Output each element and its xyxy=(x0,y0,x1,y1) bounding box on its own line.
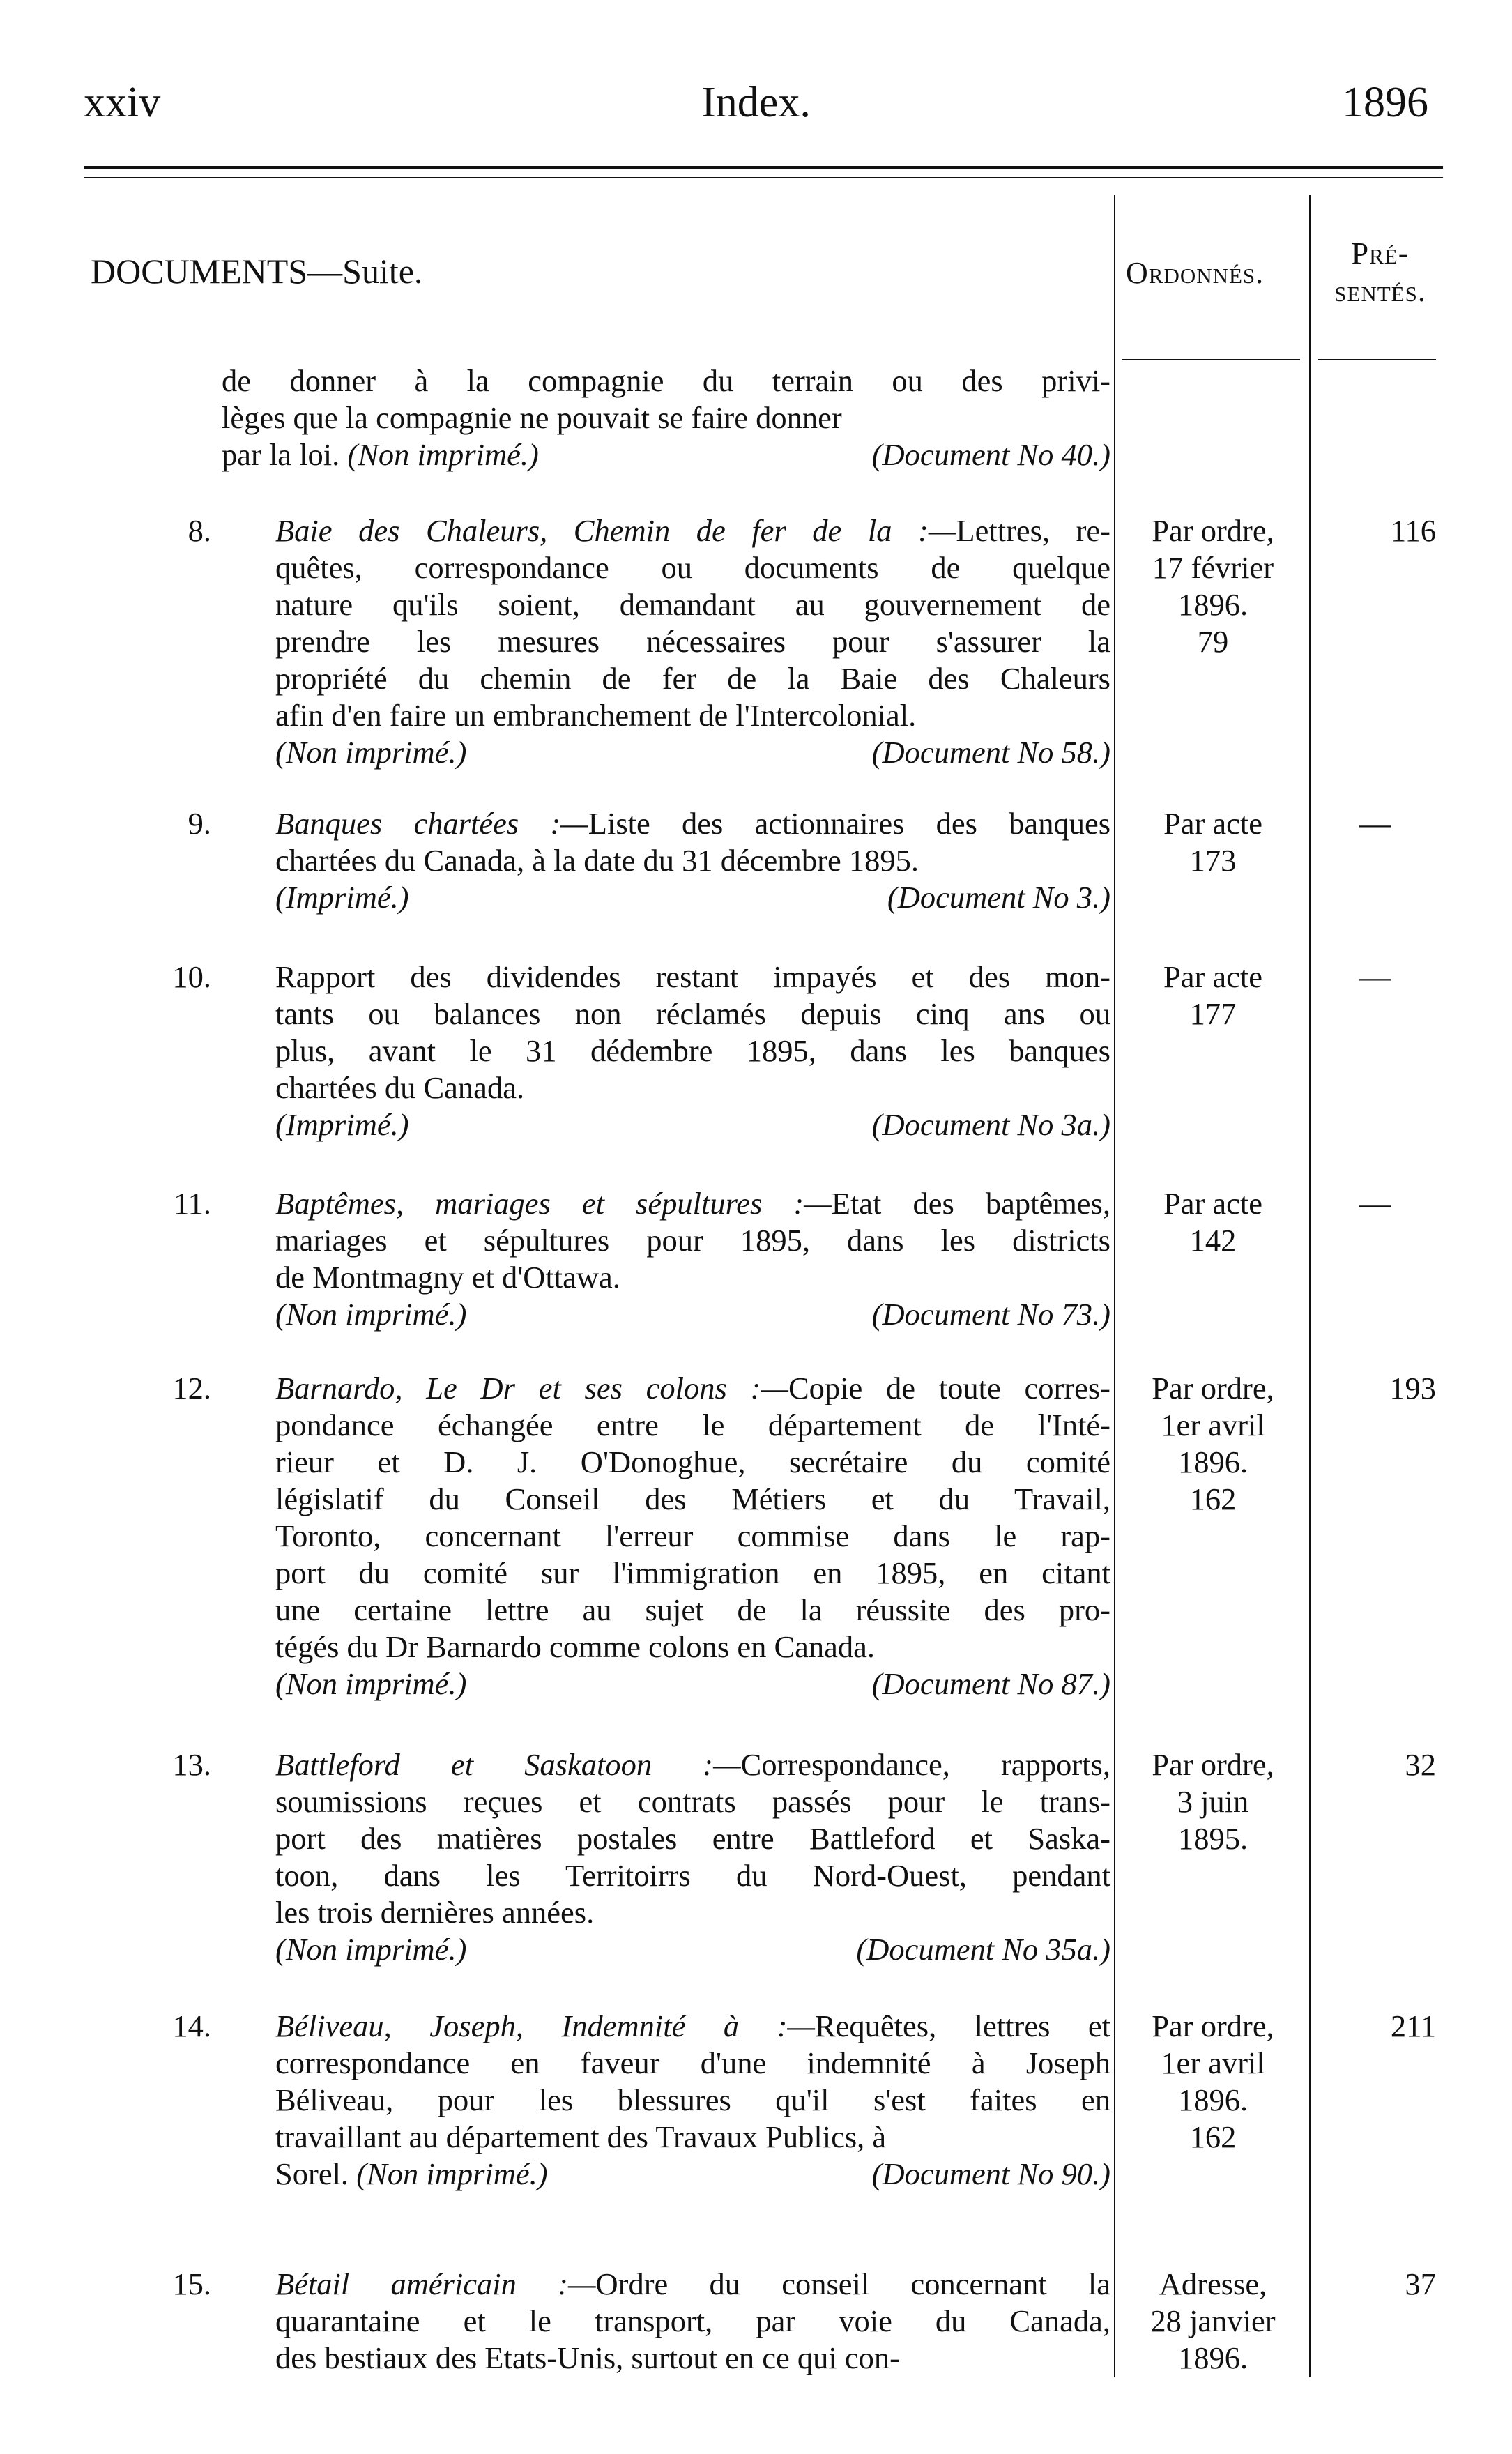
entry-reference-left xyxy=(275,1666,466,1702)
entry-reference xyxy=(275,1931,1110,1968)
entry-line xyxy=(275,959,1110,996)
section-title: DOCUMENTS—Suite. xyxy=(91,252,423,291)
document-number: (Document No 90.) xyxy=(871,2156,1110,2191)
entry-text: chartées du Canada. xyxy=(275,1070,525,1105)
ordered-by xyxy=(1115,1746,1311,1857)
entry-text: Etat des baptêmes, xyxy=(831,1186,1111,1221)
entry-description xyxy=(275,1746,1110,1968)
document-number: (Document No 3a.) xyxy=(871,1107,1110,1142)
presented-header-underline xyxy=(1318,359,1436,360)
entry-line xyxy=(275,2266,1110,2303)
entry-text: une certaine lettre au sujet de la réussite des pro- xyxy=(275,1592,1110,1627)
entry-line xyxy=(275,1259,1110,1296)
entry-text: Liste des actionnaires des banques xyxy=(588,806,1111,841)
running-title: Index. xyxy=(701,79,811,126)
presented-value: 32 xyxy=(1405,1747,1436,1782)
entry-text: législatif du Conseil des Métiers et du Travail, xyxy=(275,1481,1110,1516)
presented-value: 116 xyxy=(1390,513,1436,548)
ordered-by xyxy=(1115,2266,1311,2377)
entry-title: Battleford et Saskatoon :— xyxy=(275,1747,741,1782)
print-status: (Non imprimé.) xyxy=(356,2156,548,2191)
header-rule-thick xyxy=(84,166,1443,169)
entry-line xyxy=(275,660,1110,697)
entry-text: propriété du chemin de fer de la Baie des Chaleurs xyxy=(275,661,1110,696)
entry-reference-left xyxy=(275,2156,548,2193)
page-number: xxiv xyxy=(84,79,161,126)
presented-value: — xyxy=(1359,806,1391,841)
ordered-line: Par ordre, xyxy=(1152,1371,1274,1405)
entry-line xyxy=(275,512,1110,549)
year-header: 1896 xyxy=(1342,79,1428,126)
entry-text: port des matières postales entre Battleford et Saska- xyxy=(275,1821,1110,1856)
entry-description xyxy=(275,1370,1110,1702)
entry-text: toon, dans les Territoirrs du Nord-Ouest, pendant xyxy=(275,1858,1110,1893)
entry-text: Correspondance, rapports, xyxy=(740,1747,1110,1782)
entry-line xyxy=(275,1746,1110,1783)
presented-value: — xyxy=(1359,1186,1391,1221)
ordered-line: Par ordre, xyxy=(1152,1747,1274,1782)
ordered-by xyxy=(1115,805,1311,879)
entry-number: 11. xyxy=(174,1186,211,1221)
print-status: (Non imprimé.) xyxy=(275,735,467,770)
entry-number: 9. xyxy=(188,806,211,841)
entry-reference xyxy=(275,1106,1110,1143)
entry-description xyxy=(275,2008,1110,2193)
entry-line xyxy=(275,842,1110,879)
ordered-by xyxy=(1115,1370,1311,1518)
entry-line xyxy=(275,1857,1110,1894)
print-status: (Imprimé.) xyxy=(275,880,409,915)
entry-text: de Montmagny et d'Ottawa. xyxy=(275,1260,620,1295)
entry-line xyxy=(275,549,1110,586)
ordered-by xyxy=(1115,1185,1311,1259)
entry-number: 13. xyxy=(172,1747,211,1782)
ordered-line: 28 janvier xyxy=(1150,2303,1276,2338)
ordered-line: 162 xyxy=(1189,1481,1237,1516)
entry-description xyxy=(275,1185,1110,1333)
ordered-line: Par acte xyxy=(1163,959,1263,994)
entry-text: afin d'en faire un embranchement de l'Intercolonial. xyxy=(275,698,917,733)
ordered-line: Par ordre, xyxy=(1152,513,1274,548)
entry-description xyxy=(275,959,1110,1143)
entry-title: Bétail américain :— xyxy=(275,2266,596,2301)
document-number: (Document No 58.) xyxy=(871,735,1110,770)
entry-text: quarantaine et le transport, par voie du Canada, xyxy=(275,2303,1110,2338)
entry-line xyxy=(275,1820,1110,1857)
ordered-line: 177 xyxy=(1189,996,1237,1031)
ordered-line: 142 xyxy=(1189,1223,1237,1258)
entry-text: des bestiaux des Etats-Unis, surtout en ce qui con- xyxy=(275,2340,900,2375)
document-number: (Document No 73.) xyxy=(871,1297,1110,1332)
entry-reference-left xyxy=(275,1296,466,1333)
entry-line xyxy=(275,697,1110,734)
entry-reference xyxy=(275,879,1110,916)
entry-reference xyxy=(275,1666,1110,1702)
entry-line xyxy=(275,805,1110,842)
document-number: (Document No 87.) xyxy=(871,1666,1110,1701)
print-status: (Non imprimé.) xyxy=(275,1297,467,1332)
presented-column-header-2: sentés. xyxy=(1334,274,1426,308)
entry-line xyxy=(275,2340,1110,2377)
entry-number: 12. xyxy=(172,1371,211,1405)
ordered-line: 173 xyxy=(1189,843,1237,878)
document-number: (Document No 35a.) xyxy=(856,1932,1110,1967)
header-rule-thin xyxy=(84,177,1443,178)
document-number: (Document No 40.) xyxy=(871,437,1110,472)
entry-title: Béliveau, Joseph, Indemnité à :— xyxy=(275,2009,815,2043)
entry-text: rieur et D. J. O'Donoghue, secrétaire du comité xyxy=(275,1445,1110,1479)
entry-text: prendre les mesures nécessaires pour s'assurer la xyxy=(275,624,1110,659)
entry-title: Banques chartées :— xyxy=(275,806,588,841)
ordered-line: 1896. xyxy=(1177,1445,1248,1479)
entry-text: soumissions reçues et contrats passés pour le trans- xyxy=(275,1784,1110,1819)
entry-number: 10. xyxy=(172,959,211,994)
entry-line xyxy=(275,1629,1110,1666)
entry-text: Requêtes, lettres et xyxy=(814,2009,1110,2043)
entry-description xyxy=(275,512,1110,771)
entry-reference xyxy=(275,734,1110,771)
ordered-line: 1896. xyxy=(1177,2082,1248,2117)
entry-reference-left xyxy=(275,1106,409,1143)
presented-value: — xyxy=(1359,959,1391,994)
ordered-by xyxy=(1115,512,1311,660)
entry-text: Copie de toute corres- xyxy=(788,1371,1110,1405)
entry-title: Barnardo, Le Dr et ses colons :— xyxy=(275,1371,788,1405)
entry-line xyxy=(275,1032,1110,1069)
entry-number: 15. xyxy=(172,2266,211,2301)
entry-text: chartées du Canada, à la date du 31 décembre 1895. xyxy=(275,843,919,878)
entry-text: Rapport des dividendes restant impayés et des mon- xyxy=(275,959,1110,994)
entry-line xyxy=(275,1185,1110,1222)
ordered-by xyxy=(1115,959,1311,1032)
ordered-by xyxy=(1115,2008,1311,2156)
print-status: (Imprimé.) xyxy=(275,1107,409,1142)
ordered-line: 79 xyxy=(1197,624,1229,659)
entry-text: par la loi. xyxy=(222,437,348,472)
entry-text: tants ou balances non réclamés depuis cinq ans ou xyxy=(275,996,1110,1031)
entry-number: 8. xyxy=(188,513,211,548)
entry-description xyxy=(275,805,1110,916)
entry-text: lèges que la compagnie ne pouvait se faire donner xyxy=(222,400,842,435)
presented-value: 211 xyxy=(1390,2009,1436,2043)
entry-title: Baptêmes, mariages et sépultures :— xyxy=(275,1186,832,1221)
entry-line xyxy=(275,1069,1110,1106)
entry-text: tégés du Dr Barnardo comme colons en Canada. xyxy=(275,1629,876,1664)
print-status: (Non imprimé.) xyxy=(275,1666,467,1701)
entry-text: mariages et sépultures pour 1895, dans les districts xyxy=(275,1223,1110,1258)
ordered-line: 1er avril xyxy=(1161,1408,1265,1442)
ordered-header-underline xyxy=(1122,359,1300,360)
entry-text: de donner à la compagnie du terrain ou des privi- xyxy=(222,363,1110,398)
ordered-line: 162 xyxy=(1189,2119,1237,2154)
entry-reference-left xyxy=(275,1931,466,1968)
entry-reference xyxy=(275,2156,1110,2193)
entry-line xyxy=(275,2119,1110,2156)
entry-text: Sorel. xyxy=(275,2156,357,2191)
entry-line xyxy=(275,1592,1110,1629)
ordered-line: 17 février xyxy=(1152,550,1274,585)
document-number: (Document No 3.) xyxy=(887,880,1110,915)
entry-reference-left xyxy=(275,879,409,916)
entry-reference-left xyxy=(275,734,466,771)
entry-text: travaillant au département des Travaux Publics, à xyxy=(275,2119,887,2154)
entry-reference-left xyxy=(222,436,539,473)
entry-line xyxy=(275,1370,1110,1407)
entry-text: Ordre du conseil concernant la xyxy=(595,2266,1110,2301)
presented-column-header-1: Pré- xyxy=(1351,236,1410,270)
presented-value: 37 xyxy=(1405,2266,1436,2301)
entry-line xyxy=(275,2082,1110,2119)
entry-text: plus, avant le 31 dédembre 1895, dans les banques xyxy=(275,1033,1110,1068)
entry-line xyxy=(275,1444,1110,1481)
entry-title: Baie des Chaleurs, Chemin de fer de la :— xyxy=(275,513,956,548)
entry-line xyxy=(222,399,1110,436)
entry-line xyxy=(275,2045,1110,2082)
ordered-line: Adresse, xyxy=(1159,2266,1267,2301)
ordered-line: 1er avril xyxy=(1161,2045,1265,2080)
entry-line xyxy=(275,1481,1110,1518)
ordered-line: Par acte xyxy=(1163,806,1263,841)
entry-line xyxy=(275,1518,1110,1555)
entry-reference xyxy=(222,436,1110,473)
entry-description xyxy=(275,2266,1110,2377)
entry-description xyxy=(222,363,1110,473)
entry-reference xyxy=(275,1296,1110,1333)
entry-text: Lettres, re- xyxy=(956,513,1110,548)
entry-line xyxy=(222,363,1110,399)
entry-line xyxy=(275,2008,1110,2045)
entry-number: 14. xyxy=(172,2009,211,2043)
entry-line xyxy=(275,1894,1110,1931)
ordered-line: Par ordre, xyxy=(1152,2009,1274,2043)
entry-line xyxy=(275,1783,1110,1820)
print-status: (Non imprimé.) xyxy=(347,437,539,472)
print-status: (Non imprimé.) xyxy=(275,1932,467,1967)
presented-value: 193 xyxy=(1389,1371,1436,1405)
entry-text: Béliveau, pour les blessures qu'il s'est faites en xyxy=(275,2082,1110,2117)
entry-text: pondance échangée entre le département de l'Inté- xyxy=(275,1408,1110,1442)
entry-line xyxy=(275,586,1110,623)
entry-text: correspondance en faveur d'une indemnité à Joseph xyxy=(275,2045,1110,2080)
entry-line xyxy=(275,996,1110,1032)
ordered-line: 1895. xyxy=(1177,1821,1248,1856)
entry-line xyxy=(275,623,1110,660)
entry-text: nature qu'ils soient, demandant au gouvernement de xyxy=(275,587,1110,622)
entry-line xyxy=(275,2303,1110,2340)
ordered-column-header: Ordonnés. xyxy=(1126,256,1265,290)
entry-line xyxy=(275,1555,1110,1592)
entry-line xyxy=(275,1407,1110,1444)
entry-line xyxy=(275,1222,1110,1259)
entry-text: les trois dernières années. xyxy=(275,1895,595,1930)
ordered-line: 1896. xyxy=(1177,2340,1248,2375)
ordered-line: 1896. xyxy=(1177,587,1248,622)
entry-text: Toronto, concernant l'erreur commise dans le rap- xyxy=(275,1518,1110,1553)
entry-text: quêtes, correspondance ou documents de quelque xyxy=(275,550,1110,585)
entry-text: port du comité sur l'immigration en 1895, en citant xyxy=(275,1555,1110,1590)
ordered-line: Par acte xyxy=(1163,1186,1263,1221)
ordered-line: 3 juin xyxy=(1177,1784,1249,1819)
